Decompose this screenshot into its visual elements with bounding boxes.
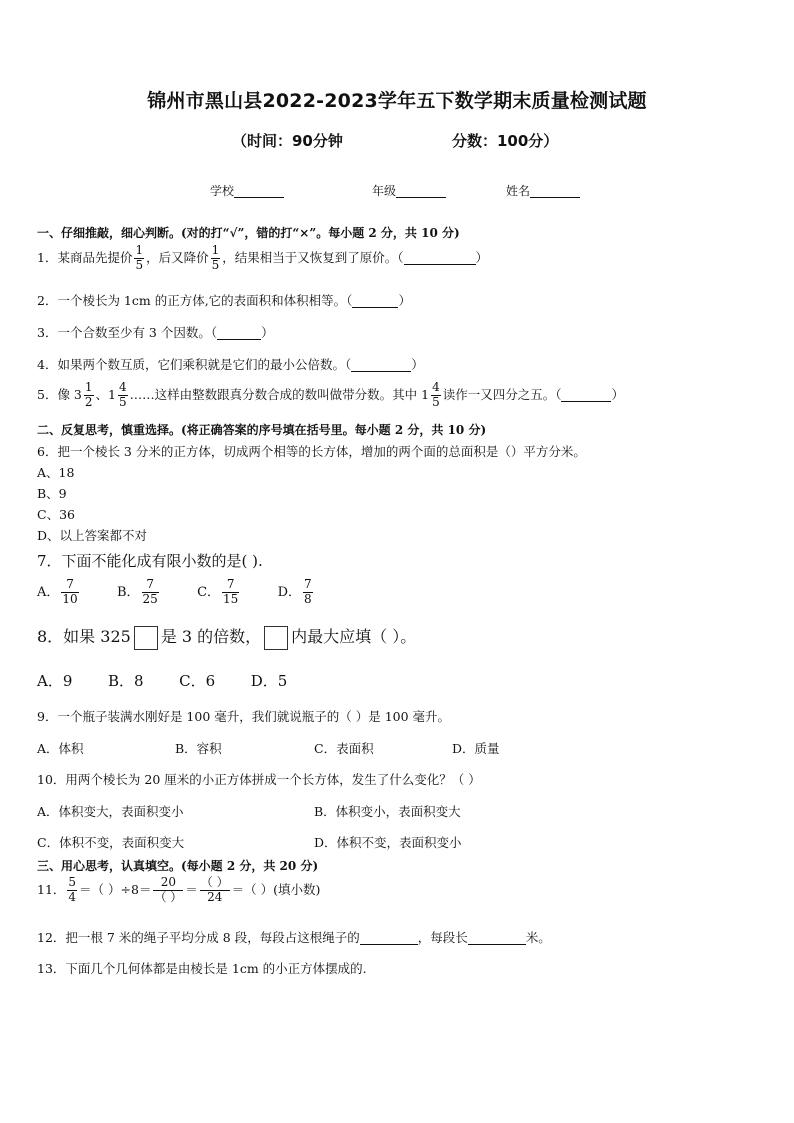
q11-text-b: ＝（ ）÷8＝ (79, 881, 152, 897)
q10-option-a[interactable]: A．体积变大，表面积变小 (37, 804, 184, 819)
section-1-heading: 一、仔细推敲，细心判断。(对的打“√”，错的打“×”。每小题 2 分，共 10 分) (37, 226, 460, 240)
q11-fraction-1: $\frac{5}{4}$ (68, 875, 77, 904)
q1-fraction-2: $\frac{1}{5}$ (211, 243, 220, 272)
q6-option-d[interactable]: D、以上答案都不对 (37, 528, 148, 543)
q8-digit-box-2[interactable] (264, 626, 288, 650)
grade-label: 年级 (372, 184, 397, 198)
name-blank[interactable] (530, 184, 580, 198)
q5-text-a: 5．像 3 (37, 386, 82, 402)
question-10: 10．用两个棱长为 20 厘米的小正方体拼成一个长方体，发生了什么变化？（ ） (37, 772, 481, 787)
q5-answer-blank[interactable] (561, 388, 611, 402)
q4-close-paren: ） (411, 357, 424, 372)
q11-fraction-3[interactable]: $\frac{( )}{24}$ (200, 875, 229, 904)
q12-text-c: 米。 (525, 930, 551, 945)
q7-option-a[interactable]: A． $\frac{7}{10}$ (37, 577, 78, 606)
q8-option-d[interactable]: D．5 (250, 672, 288, 690)
name-label: 姓名 (506, 184, 531, 198)
section-3-heading: 三、用心思考，认真填空。(每小题 2 分，共 20 分) (37, 859, 319, 873)
school-blank[interactable] (234, 184, 284, 198)
q11-text-e: ＝（ ）(填小数) (231, 881, 321, 897)
q5-text-e: 读作一又四分之五。（ (442, 386, 562, 402)
q2-close-paren: ） (398, 293, 411, 308)
q1-text-a: 1．某商品先提价 (37, 249, 133, 265)
q8-options (37, 670, 287, 691)
q5-text-c: ……这样由整数跟真分数合成的数叫做带分数。其中 1 (129, 386, 430, 402)
question-12 (37, 928, 551, 946)
question-9: 9．一个瓶子装满水刚好是 100 毫升，我们就说瓶子的（ ）是 100 毫升。 (37, 709, 451, 724)
q7-option-c[interactable]: C． $\frac{7}{15}$ (197, 577, 239, 606)
q8-option-b[interactable]: B．8 (107, 672, 144, 690)
q3-answer-blank[interactable] (217, 326, 261, 340)
q8-option-a[interactable]: A．9 (37, 672, 73, 690)
exam-score: 分数：100分） (452, 132, 559, 150)
q6-option-a[interactable]: A、18 (37, 465, 75, 480)
q8-text-b: 是 3 的倍数， (160, 627, 262, 646)
q10-option-d[interactable]: D．体积不变，表面积变小 (314, 835, 462, 850)
question-11 (37, 876, 320, 905)
grade-field (372, 182, 446, 199)
q4-answer-blank[interactable] (351, 358, 411, 372)
school-label: 学校 (210, 184, 235, 198)
q11-fraction-2[interactable]: $\frac{20}{( )}$ (154, 875, 183, 904)
q5-text-b: 、1 (95, 386, 116, 402)
q2-answer-blank[interactable] (352, 294, 398, 308)
question-1 (37, 244, 488, 273)
exam-time: （时间：90分钟 (232, 132, 343, 150)
q2-text: 2．一个棱长为 1cm 的正方体,它的表面积和体积相等。（ (37, 293, 353, 308)
q3-text: 3．一个合数至少有 3 个因数。（ (37, 325, 218, 340)
q9-option-b[interactable]: B．容积 (175, 741, 222, 756)
q8-text-a: 8．如果 325 (37, 627, 131, 646)
section-2-heading: 二、反复思考，慎重选择。(将正确答案的序号填在括号里。每小题 2 分，共 10 分) (37, 423, 487, 437)
question-6: 6．把一个棱长 3 分米的正方体，切成两个相等的长方体，增加的两个面的总面积是（）平方分米。 (37, 444, 586, 459)
q6-option-c[interactable]: C、36 (37, 507, 75, 522)
q12-answer-blank-1[interactable] (360, 931, 418, 945)
q10-option-c[interactable]: C．体积不变，表面积变大 (37, 835, 185, 850)
q7-option-b[interactable]: B． $\frac{7}{25}$ (116, 577, 158, 606)
q12-text-a: 12．把一根 7 米的绳子平均分成 8 段，每段占这根绳子的 (37, 930, 360, 945)
q6-option-b[interactable]: B、9 (37, 486, 67, 501)
q4-text: 4．如果两个数互质，它们乘积就是它们的最小公倍数。（ (37, 357, 352, 372)
question-7: 7．下面不能化成有限小数的是( ). (37, 552, 263, 570)
question-13: 13．下面几个几何体都是由棱长是 1cm 的小正方体摆成的. (37, 961, 367, 976)
q12-answer-blank-2[interactable] (468, 931, 526, 945)
name-field (506, 182, 580, 199)
q8-digit-box-1[interactable] (134, 626, 158, 650)
q7-options (37, 578, 315, 607)
q5-fraction-1: $\frac{1}{2}$ (84, 380, 93, 409)
q11-number: 11． (37, 881, 66, 897)
q5-close-paren: ） (611, 386, 624, 402)
q5-fraction-3: $\frac{4}{5}$ (432, 380, 440, 409)
q1-fraction-1: $\frac{1}{5}$ (135, 243, 144, 272)
q1-close-paren: ） (475, 249, 489, 265)
question-8 (37, 624, 416, 650)
q8-text-c: 内最大应填（ ）。 (291, 627, 417, 646)
q9-option-a[interactable]: A．体积 (37, 741, 84, 756)
q9-option-d[interactable]: D．质量 (452, 741, 500, 756)
question-2 (37, 291, 411, 309)
page-title: 锦州市黑山县2022-2023学年五下数学期末质量检测试题 (147, 90, 647, 112)
q1-text-c: ，结果相当于又恢复到了原价。（ (222, 249, 404, 265)
q10-option-b[interactable]: B．体积变小，表面积变大 (314, 804, 461, 819)
question-5 (37, 381, 624, 410)
question-4 (37, 355, 424, 373)
q7-option-d[interactable]: D． $\frac{7}{8}$ (277, 577, 312, 606)
q1-answer-blank[interactable] (404, 251, 476, 265)
q8-option-c[interactable]: C．6 (179, 672, 216, 690)
school-field (210, 182, 284, 199)
q5-fraction-2: $\frac{4}{5}$ (118, 380, 127, 409)
q9-option-c[interactable]: C．表面积 (314, 741, 374, 756)
q1-text-b: ，后又降价 (146, 249, 209, 265)
q3-close-paren: ） (261, 325, 274, 340)
q12-text-b: ，每段长 (417, 930, 468, 945)
q11-equals: ＝ (185, 881, 198, 897)
grade-blank[interactable] (396, 184, 446, 198)
question-3 (37, 323, 274, 341)
